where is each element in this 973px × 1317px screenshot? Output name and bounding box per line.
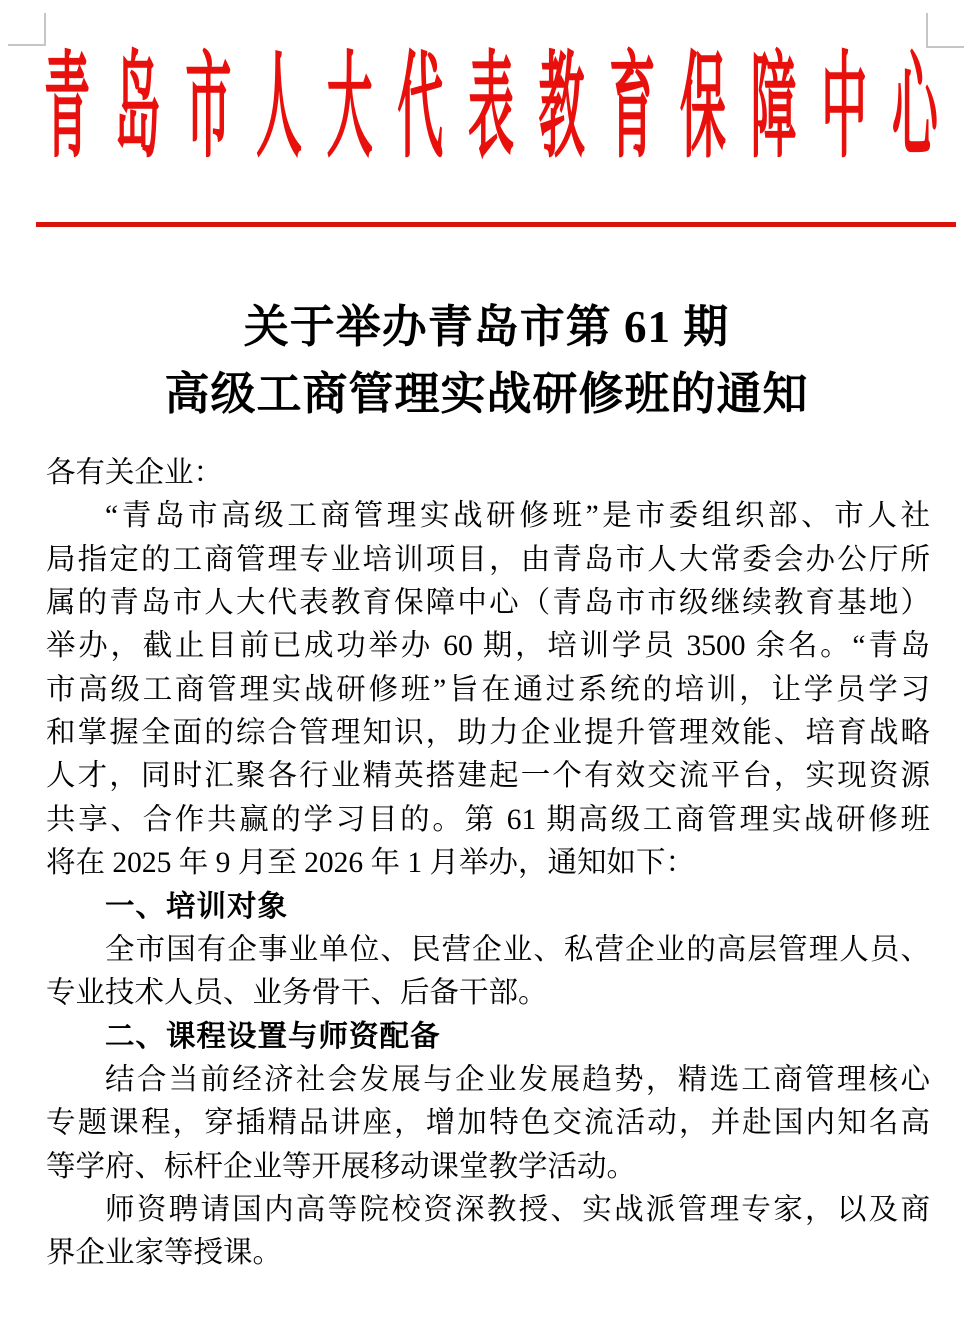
banner-char: 教	[538, 43, 585, 171]
body-line: 结合当前经济社会发展与企业发展趋势，精选工商管理核心	[105, 1063, 930, 1096]
body-line: 界企业家等授课。	[46, 1237, 283, 1270]
body-line: 局指定的工商管理专业培训项目，由青岛市人大常委会办公厅所	[46, 543, 930, 576]
banner-char: 障	[750, 43, 797, 171]
body-line: 全市国有企事业单位、民营企业、私营企业的高层管理人员、	[105, 933, 930, 966]
banner-char: 市	[185, 43, 232, 171]
document-title	[0, 294, 973, 428]
banner-char: 表	[467, 43, 514, 171]
body-line: 等学府、标杆企业等开展移动课堂教学活动。	[46, 1150, 637, 1183]
body-line: 和掌握全面的综合管理知识，助力企业提升管理效能、培育战略	[46, 717, 930, 750]
banner-char: 保	[679, 43, 726, 171]
letterhead-rule	[36, 222, 956, 227]
body-line: 一、培训对象	[105, 890, 289, 924]
document-title-line-1: 关于举办青岛市第 61 期	[243, 302, 730, 352]
body-line: 二、课程设置与师资配备	[105, 1020, 441, 1054]
banner-char: 人	[255, 43, 302, 171]
body-line: 专题课程，穿插精品讲座，增加特色交流活动，并赴国内知名高	[46, 1107, 930, 1140]
body-line: 共享、合作共赢的学习目的。第 61 期高级工商管理实战研修班	[46, 803, 930, 836]
banner-char: 中	[821, 43, 868, 171]
document-title-line-2: 高级工商管理实战研修班的通知	[164, 369, 809, 419]
body-line: 人才，同时汇聚各行业精英搭建起一个有效交流平台，实现资源	[46, 760, 930, 793]
banner-char: 岛	[114, 43, 161, 171]
body-line: “青岛市高级工商管理实战研修班”是市委组织部、市人社	[105, 500, 930, 533]
body-line: 各有关企业：	[46, 457, 224, 489]
banner-char: 心	[891, 43, 938, 171]
letterhead-banner	[44, 43, 938, 171]
margin-mark-top-left	[8, 13, 46, 46]
body-line: 专业技术人员、业务骨干、后备干部。	[46, 977, 548, 1010]
body-line: 将在 2025 年 9 月至 2026 年 1 月举办，通知如下：	[46, 847, 696, 880]
banner-char: 青	[44, 43, 90, 171]
body-line: 属的青岛市人大代表教育保障中心（青岛市市级继续教育基地）	[46, 587, 930, 620]
banner-char: 代	[397, 43, 444, 171]
banner-char: 育	[609, 43, 656, 171]
document-body	[46, 452, 930, 1276]
banner-char: 大	[326, 43, 373, 171]
body-line: 市高级工商管理实战研修班”旨在通过系统的培训，让学员学习	[46, 673, 930, 706]
body-line: 举办，截止目前已成功举办 60 期，培训学员 3500 余名。“青岛	[46, 630, 930, 663]
body-line: 师资聘请国内高等院校资深教授、实战派管理专家，以及商	[105, 1193, 930, 1226]
